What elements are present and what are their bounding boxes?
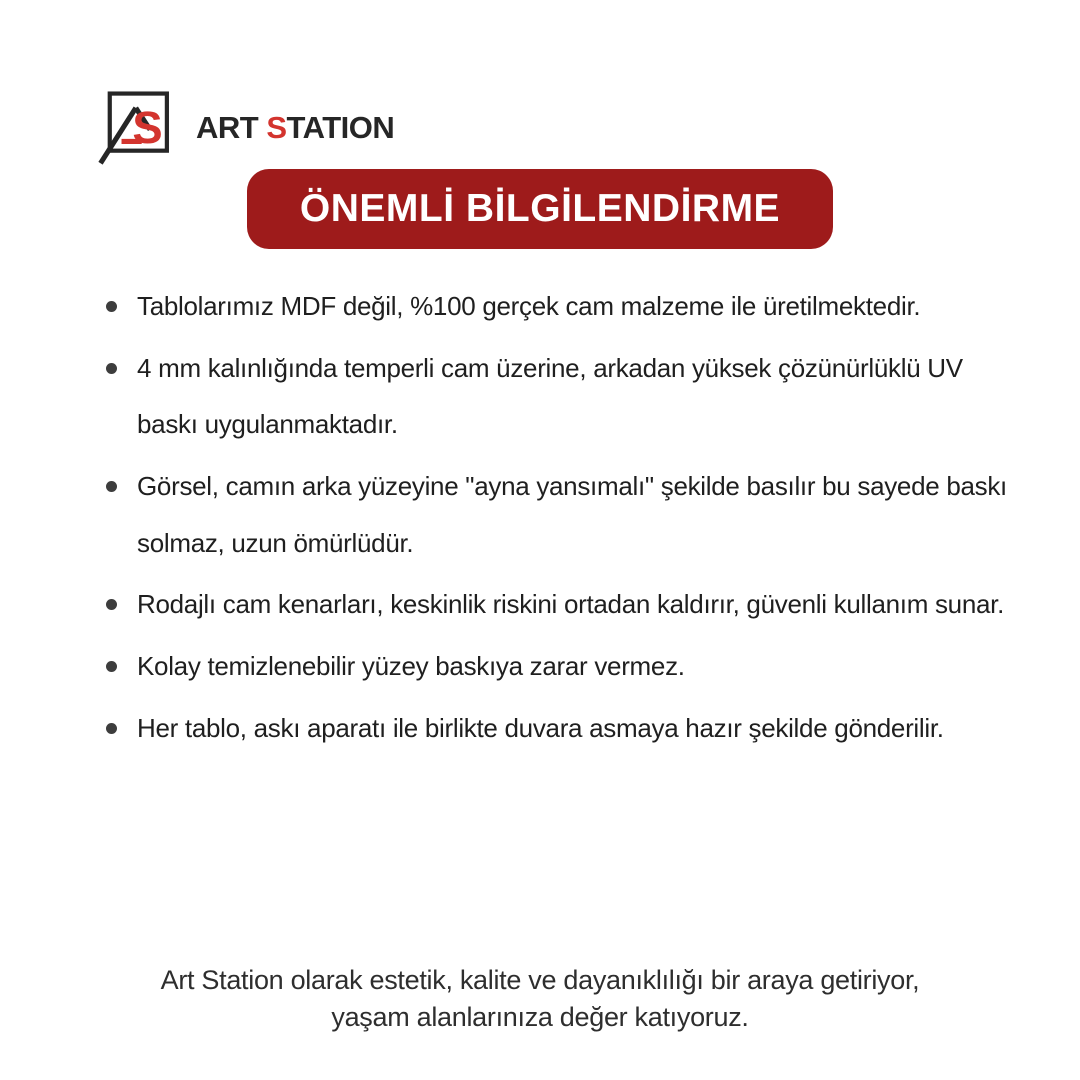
footer-tagline [0,962,1080,1037]
brand-wordmark [196,110,394,146]
banner-title: ÖNEMLİ BİLGİLENDİRME [299,187,781,230]
list-item-text: 4 mm kalınlığında temperli cam üzerine, arkadan yüksek çözünürlüklü UV baskı uygulanmaktadır. [137,352,963,440]
bullet-dot-icon [106,599,117,610]
wordmark-accent-s: S [266,110,287,145]
wordmark-part2: TATION [286,110,395,145]
logo-monogram-s: S [132,102,163,154]
list-item [106,638,1018,695]
list-item-text: Her tablo, askı aparatı ile birlikte duvara asmaya hazır şekilde gönderilir. [137,712,944,743]
footer-line1: Art Station olarak estetik, kalite ve dayanıklılığı bir araya getiriyor, [160,965,920,995]
bullet-dot-icon [106,723,117,734]
art-station-logo-icon [98,84,182,172]
important-info-banner [247,169,833,249]
list-item-text: Kolay temizlenebilir yüzey baskıya zarar vermez. [137,651,685,682]
list-item [106,340,1018,453]
footer-line2: yaşam alanlarınıza değer katıyoruz. [331,1002,749,1033]
list-item [106,278,1018,335]
info-bullet-list [106,278,1018,761]
bullet-dot-icon [106,301,117,312]
list-item [106,700,1018,757]
list-item [106,576,1018,633]
wordmark-part1: ART [196,110,267,145]
list-item-text: Rodajlı cam kenarları, keskinlik riskini ortadan kaldırır, güvenli kullanım sunar. [137,589,1005,620]
bullet-dot-icon [106,363,117,374]
list-item-text: Görsel, camın arka yüzeyine "ayna yansımalı" şekilde basılır bu sayede baskı solmaz, uzun ömürlüdür. [137,471,1007,558]
list-item-text: Tablolarımız MDF değil, %100 gerçek cam malzeme ile üretilmektedir. [137,291,921,321]
brand-header [98,84,394,172]
bullet-dot-icon [106,481,117,492]
list-item [106,458,1018,571]
bullet-dot-icon [106,661,117,672]
